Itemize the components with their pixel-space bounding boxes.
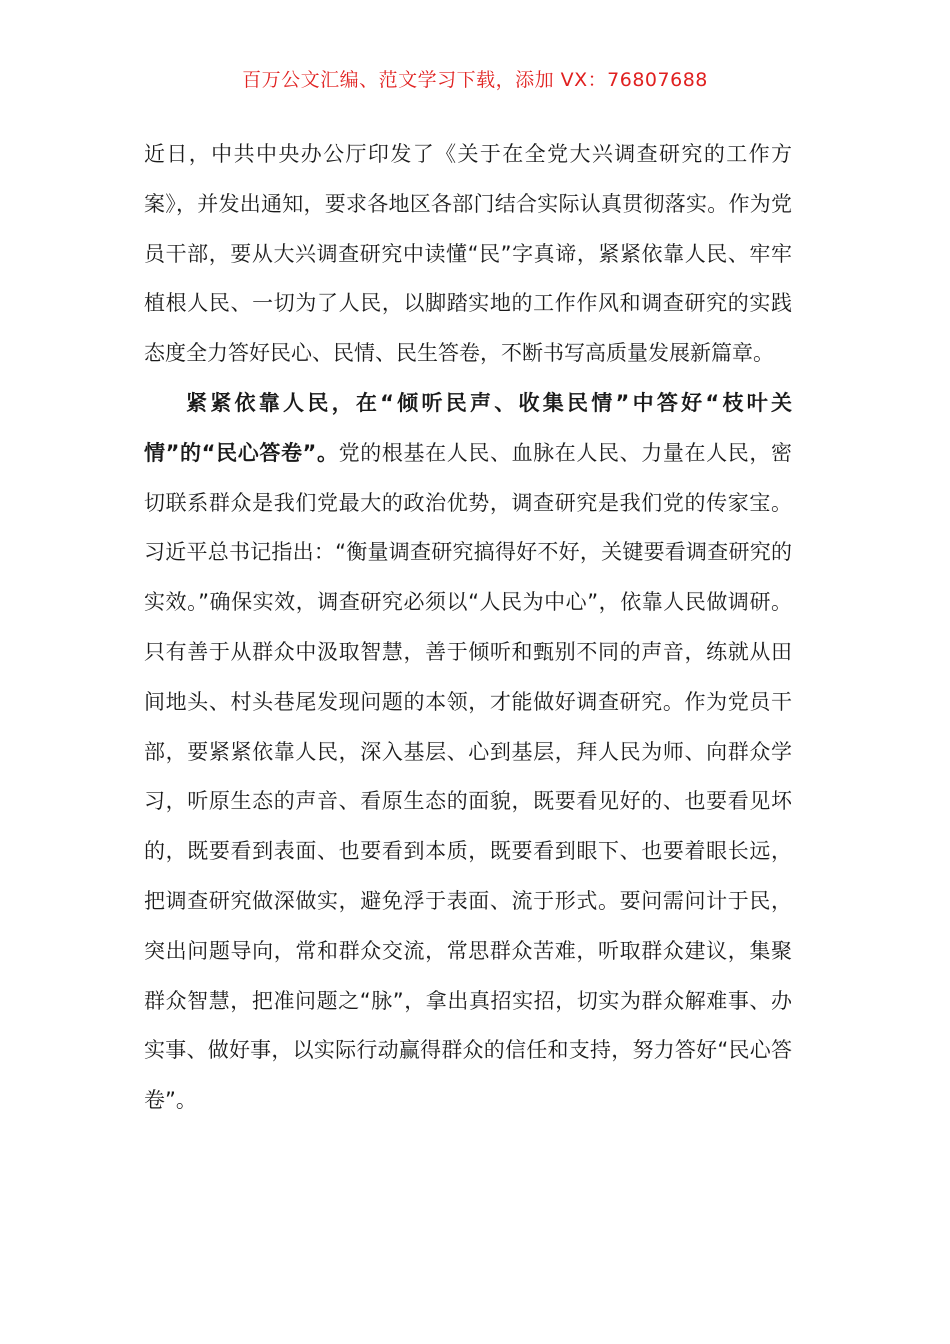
article-body: [144, 130, 792, 1126]
header-banner: 百万公文汇编、范文学习下载，添加 VX：76807688: [242, 69, 708, 91]
paragraph-2-body: 党的根基在人民、血脉在人民、力量在人民，密切联系群众是我们党最大的政治优势，调查研究是我们党的传家宝。习近平总书记指出：“衡量调查研究搞得好不好，关键要看调查研究的实效。”确保实效，调查研究必须以“人民为中心”，依靠人民做调研。只有善于从群众中汲取智慧，善于倾听和甄别不同的声音，练就从田间地头、村头巷尾发现问题的本领，才能做好调查研究。作为党员干部，要紧紧依靠人民，深入基层、心到基层，拜人民为师、向群众学习，听原生态的声音、看原生态的面貌，既要看见好的、也要看见坏的，既要看到表面、也要看到本质，既要看到眼下、也要着眼长远，把调查研究做深做实，避免浮于表面、流于形式。要问需问计于民，突出问题导向，常和群众交流，常思群众苦难，听取群众建议，集聚群众智慧，把准问题之“脉”，拿出真招实招，切实为群众解难事、办实事、做好事，以实际行动赢得群众的信任和支持，努力答好“民心答卷”。: [144, 440, 793, 1113]
paragraph-2-heading: 紧紧依靠人民，在“倾听民声、收集民情”中答好“枝叶关情”的“民心答卷”。: [144, 390, 792, 465]
paragraph-1: 近日，中共中央办公厅印发了《关于在全党大兴调查研究的工作方案》，并发出通知，要求各地区各部门结合实际认真贯彻落实。作为党员干部，要从大兴调查研究中读懂“民”字真谛，紧紧依靠人民、牢牢植根人民、一切为了人民，以脚踏实地的工作作风和调查研究的实践态度全力答好民心、民情、民生答卷，不断书写高质量发展新篇章。: [144, 142, 792, 366]
paragraph-2: [144, 379, 792, 1126]
